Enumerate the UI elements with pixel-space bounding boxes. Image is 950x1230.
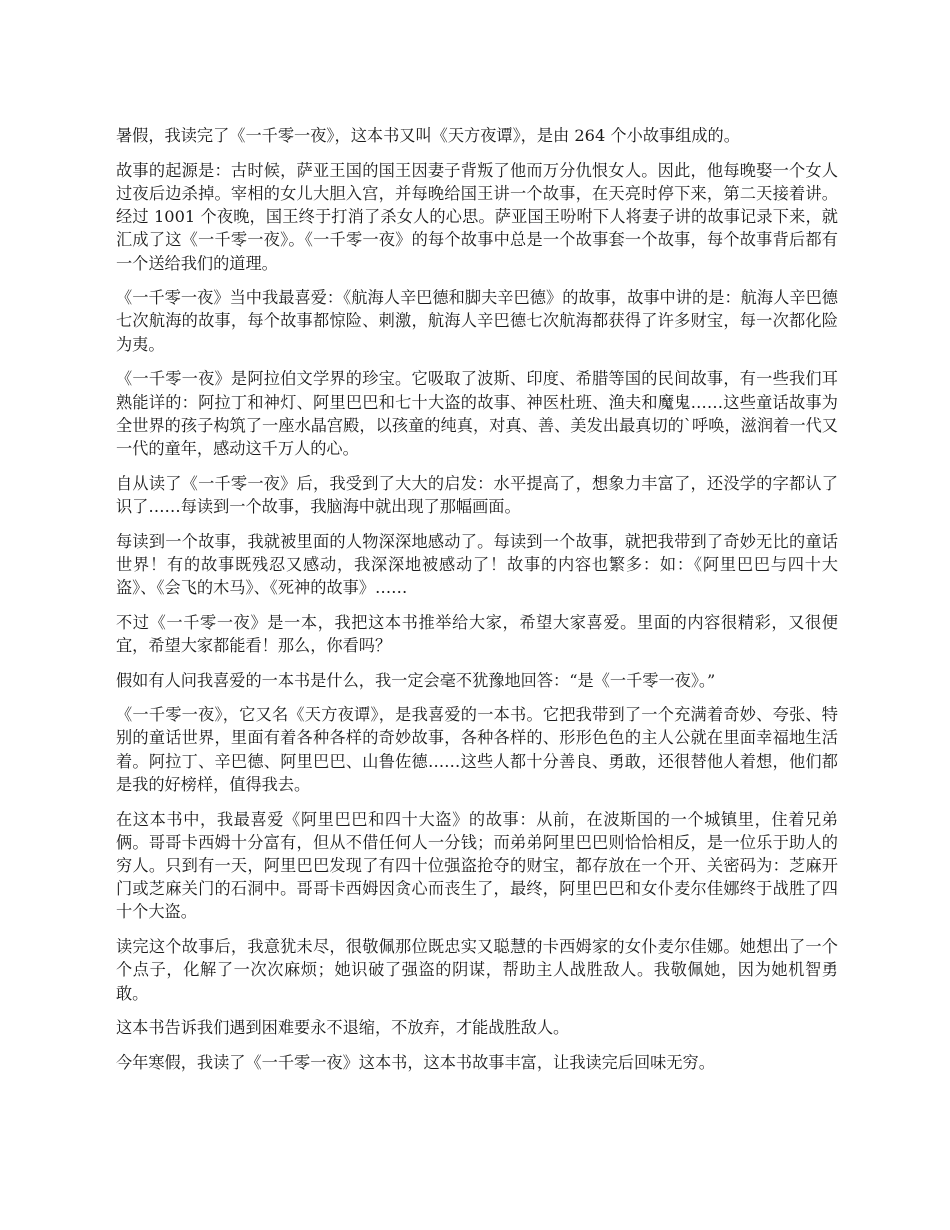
- paragraph-10: 在这本书中，我最喜爱《阿里巴巴和四十大盗》的故事：从前，在波斯国的一个城镇里，住着兄弟俩。哥哥卡西姆十分富有，但从不借任何人一分钱；而弟弟阿里巴巴则恰恰相反，是一位乐于助人的穷人。只到有一天，阿里巴巴发现了有四十位强盗抢夺的财宝，都存放在一个开、关密码为：芝麻开门或芝麻关门的石洞中。哥哥卡西姆因贪心而丧生了，最终，阿里巴巴和女仆麦尔佳娜终于战胜了四十个大盗。: [116, 809, 838, 922]
- paragraph-11: 读完这个故事后，我意犹未尽，很敬佩那位既忠实又聪慧的卡西姆家的女仆麦尔佳娜。她想出了一个个点子，化解了一次次麻烦；她识破了强盗的阴谋，帮助主人战胜敌人。我敬佩她，因为她机智勇敢。: [116, 937, 838, 1003]
- document-body: [116, 124, 838, 1086]
- paragraph-9: 《一千零一夜》，它又名《天方夜谭》，是我喜爱的一本书。它把我带到了一个充满着奇妙、夸张、特别的童话世界，里面有着各种各样的奇妙故事，各种各样的、形形色色的主人公就在里面幸福地生活着。阿拉丁、辛巴德、阿里巴巴、山鲁佐德……这些人都十分善良、勇敢，还很替他人着想，他们都是我的好榜样，值得我去。: [116, 705, 838, 794]
- paragraph-8: 假如有人问我喜爱的一本书是什么，我一定会毫不犹豫地回答：“是《一千零一夜》。”: [116, 670, 716, 690]
- paragraph-13: 今年寒假，我读了《一千零一夜》这本书，这本书故事丰富，让我读完后回味无穷。: [116, 1052, 715, 1072]
- paragraph-6: 每读到一个故事，我就被里面的人物深深地感动了。每读到一个故事，就把我带到了奇妙无比的童话世界！有的故事既残忍又感动，我深深地被感动了！故事的内容也繁多：如：《阿里巴巴与四十大盗》、《会飞的木马》、《死神的故事》……: [116, 531, 838, 597]
- paragraph-2: 故事的起源是：古时候，萨亚王国的国王因妻子背叛了他而万分仇恨女人。因此，他每晚娶一个女人过夜后边杀掉。宰相的女儿大胆入宫，并每晚给国王讲一个故事，在天亮时停下来，第二天接着讲。经过 1001 个夜晚，国王终于打消了杀女人的心思。萨亚国王吩咐下人将妻子讲的故事记录下来，就汇成了这《一千零一夜》。《一千零一夜》的每个故事中总是一个故事套一个故事，每个故事背后都有一个送给我们的道理。: [116, 160, 838, 273]
- paragraph-7: 不过《一千零一夜》是一本，我把这本书推举给大家，希望大家喜爱。里面的内容很精彩，又很便宜，希望大家都能看！那么，你看吗？: [116, 612, 838, 655]
- paragraph-1: 暑假，我读完了《一千零一夜》，这本书又叫《天方夜谭》，是由 264 个小故事组成的。: [116, 126, 740, 145]
- paragraph-12: 这本书告诉我们遇到困难要永不退缩，不放弃，才能战胜敌人。: [116, 1018, 570, 1038]
- paragraph-4: 《一千零一夜》是阿拉伯文学界的珍宝。它吸取了波斯、印度、希腊等国的民间故事，有一些我们耳熟能详的：阿拉丁和神灯、阿里巴巴和七十大盗的故事、神医杜班、渔夫和魔鬼……这些童话故事为全世界的孩子构筑了一座水晶宫殿，以孩童的纯真，对真、善、美发出最真切的`呼唤，滋润着一代又一代的童年，感动这千万人的心。: [116, 369, 838, 458]
- paragraph-3: 《一千零一夜》当中我最喜爱：《航海人辛巴德和脚夫辛巴德》的故事，故事中讲的是：航海人辛巴德七次航海的故事，每个故事都惊险、刺激，航海人辛巴德七次航海都获得了许多财宝，每一次都化险为夷。: [116, 288, 838, 354]
- paragraph-5: 自从读了《一千零一夜》后，我受到了大大的启发：水平提高了，想象力丰富了，还没学的字都认了识了……每读到一个故事，我脑海中就出现了那幅画面。: [116, 473, 838, 516]
